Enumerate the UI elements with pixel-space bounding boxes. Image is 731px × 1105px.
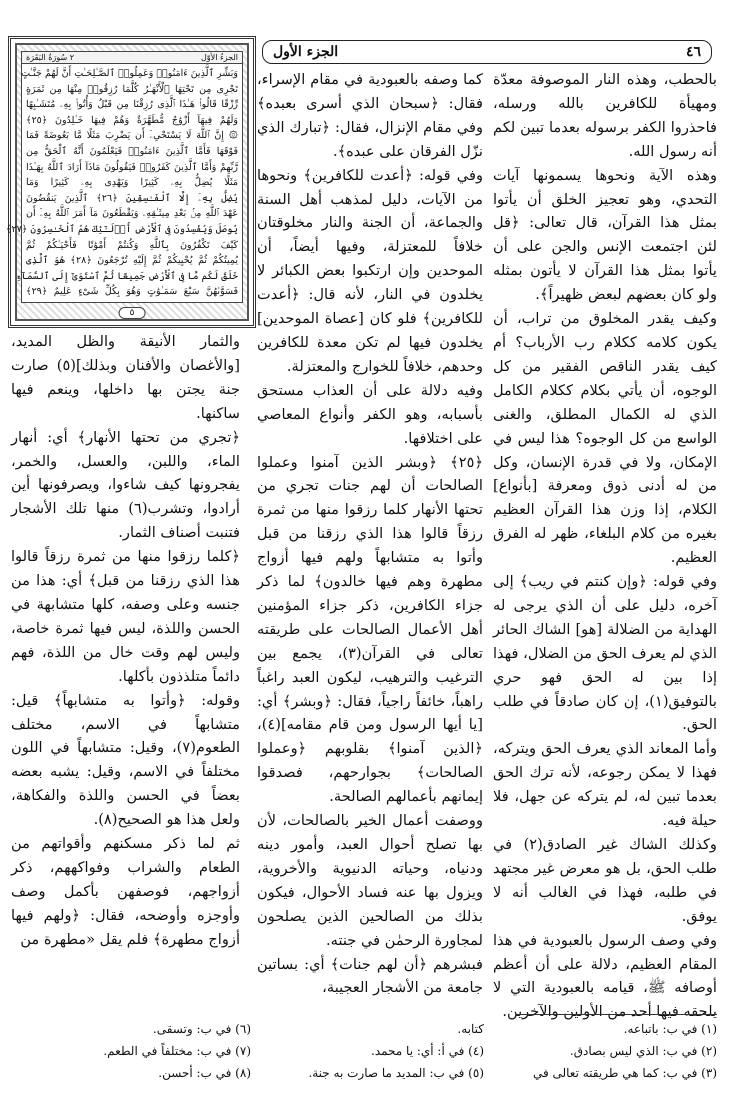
paragraph: والثمار الأنيقة والظل المديد، [والأغصان والأفنان وبذلك](٥) صارت جنة يجتن بها داخلها، وينعم فيها ساكنها. xyxy=(11,333,240,422)
mushaf-line: مَثَلًا يُضِلُّ بِهِۦ كَثِيرًا وَيَهْدِى بِهِۦ كَثِيرًا وَمَا xyxy=(26,177,238,189)
mushaf-page-image xyxy=(5,36,256,328)
text-column-middle xyxy=(257,68,483,1000)
footnote: (٣) في ب: كما هي طريقته تعالى في xyxy=(532,1066,717,1080)
mushaf-verses xyxy=(5,64,242,302)
paragraph: وكذلك الشاك غير الصادق(٢) في طلب الحق، بل هو معرض غير مجتهد في طلبه، فهذا في الغالب أنه لا يوفق. xyxy=(493,836,717,925)
footnote: (٤) في أ: أي: يا محمد. xyxy=(371,1044,484,1058)
paragraph: فبشرهم ﴿أن لهم جنات﴾ أي: بساتين جامعة من الأشجار العجيبة، xyxy=(257,955,483,997)
part-title: الجزء الأول xyxy=(273,44,339,60)
mushaf-line: يُمِيتُكُمْ ثُمَّ يُحْيِيكُمْ ثُمَّ إِلَيْهِ تُرْجَعُونَ ﴿٢٨﴾ هُوَ ٱلَّذِى xyxy=(26,255,238,267)
footnote-row xyxy=(17,1062,717,1084)
mushaf-header xyxy=(22,52,242,64)
footnote: (٦) في ب: وتسقى. xyxy=(152,1022,251,1036)
mushaf-line: فَسَوَّىٰهُنَّ سَبْعَ سَمَـٰوَٰتٍ وَهُوَ بِكُلِّ شَىْءٍ عَلِيمٌ ﴿٢٩﴾ xyxy=(26,286,238,298)
footnote-row xyxy=(17,1018,717,1040)
footnote-row xyxy=(17,1040,717,1062)
text-column-right xyxy=(493,68,717,1024)
footnote-divider xyxy=(517,1014,717,1015)
mushaf-line: وَلَهُمْ فِيهَآ أَزْوَٰجٌ مُّطَهَّرَةٌ وَهُمْ فِيهَا خَـٰلِدُونَ ﴿٢٥﴾ xyxy=(26,114,238,126)
mushaf-line: عَهْدَ ٱللَّهِ مِنۢ بَعْدِ مِيثَـٰقِهِۦ وَيَقْطَعُونَ مَآ أَمَرَ ٱللَّهُ بِهِۦٓ أَن xyxy=(26,208,238,220)
paragraph: وفيه دلالة على أن العذاب مستحق بأسبابه، وهو الكفر وأنواع المعاصي على اختلافها. xyxy=(257,381,483,447)
mushaf-juz-label: الجزءُ الأوّل xyxy=(200,53,238,62)
paragraph: بالحطب، وهذه النار الموصوفة معدّة ومهيأة للكافرين بالله ورسله، فاحذروا الكفر برسوله بعدما تبين لكم أنه رسول الله. xyxy=(493,71,717,160)
paragraph: ثم لما ذكر مسكنهم وأقواتهم من الطعام والشراب وفواكههم، ذكر أزواجهم، فوصفهن بأكمل وصف وأوجزه وأوضحه، فقال: ﴿ولهم فيها أزواج مطهرة﴾ فلم يقل «مطهرة من xyxy=(11,835,240,948)
paragraph: ﴿تجري من تحتها الأنهار﴾ أي: أنهار الماء، واللبن، والعسل، والخمر، يفجرونها كيف شاءوا، ويصرفونها أين أرادوا، وتشرب(٦) منها تلك الأشجار فتنبت أصناف الثمار. xyxy=(11,428,240,542)
footnote: (٧) في ب: مختلفاً في الطعم. xyxy=(103,1044,251,1058)
paragraph: وفي قوله: ﴿وإن كنتم في ريب﴾ إلى آخره، دليل على أن الذي يرجى له الهداية من الضلالة [هو] الشاك الحائر الذي لم يعرف الحق من الضلال، فهذا إذا بين له الحق فهو حري بالتوفيق(١)، إن كان صادقاً في طلب الحق. xyxy=(493,573,717,734)
mushaf-line: وَبَشِّرِ ٱلَّذِينَ ءَامَنُوا۟ وَعَمِلُوا۟ ٱلصَّـٰلِحَـٰتِ أَنَّ لَهُمْ جَنَّـٰتٍ xyxy=(21,68,238,79)
mushaf-line: كَيْفَ تَكْفُرُونَ بِٱللَّهِ وَكُنتُمْ أَمْوَٰتًا فَأَحْيَـٰكُمْ ثُمَّ xyxy=(26,239,238,251)
footnote: (٢) في ب: الذي ليس بصادق. xyxy=(569,1044,717,1058)
paragraph: ﴿٢٥﴾ ﴿وبشر الذين آمنوا وعملوا الصالحات أن لهم جنات تجري من تحتها الأنهار كلما رزقوا منها من ثمرة رزقاً قالوا هذا الذي رزقنا من قبل وأتوا به متشابهاً ولهم فيها أزواج مطهرة وهم فيها خالدون﴾ لما ذكر جزاء الكافرين، ذكر جزاء المؤمنين أهل الأعمال الصالحات على طريقته تعالى في القرآن(٣)، يجمع بين الترغيب والترهيب، ليكون العبد راغباً راهباً، خائفاً راجياً، فقال: ﴿وبشر﴾ أي: [يا أيها الرسول ومن قام مقامه](٤)، ﴿الذين آمنوا﴾ بقلوبهم ﴿وعملوا الصالحات﴾ بجوارحهم، فصدقوا إيمانهم بأعمالهم الصالحة. xyxy=(257,453,483,806)
mushaf-line: فَوْقَهَا فَأَمَّا ٱلَّذِينَ ءَامَنُوا۟ فَيَعْلَمُونَ أَنَّهُ ٱلْحَقُّ مِن xyxy=(26,145,238,157)
mushaf-line: خَلَقَ لَكُم مَّا فِى ٱلْأَرْضِ جَمِيعًا ثُمَّ ٱسْتَوَىٰٓ إِلَى ٱلسَّمَآءِ xyxy=(15,270,238,282)
mushaf-line: رَّبِّهِمْ وَأَمَّا ٱلَّذِينَ كَفَرُوا۟ فَيَقُولُونَ مَاذَآ أَرَادَ ٱللَّهُ بِهَـٰذَا xyxy=(26,161,238,173)
paragraph: وقوله: ﴿وأتوا به متشابهاً﴾ قيل: متشابهاً في الاسم، مختلف الطعوم(٧)، وقيل: متشابهاً في اللون مختلفاً في الاسم، وقيل: يشبه بعضه بعضاً في الحسن واللذة والفكاهة، ولعل هذا هو الصحيح(٨). xyxy=(11,691,240,829)
paragraph: وكيف يقدر المخلوق من تراب، أن يكون كلامه ككلام رب الأرباب؟ أم كيف يقدر الناقص الفقير من كل الوجوه، أن يأتي بكلام ككلام الكامل الذي له الكمال المطلق، والغنى الواسع من كل الوجوه؟ هذا ليس في الإمكان، ولا في قدرة الإنسان، وكل من له أدنى ذوق ومعرفة [بأنواع] الكلام، إذا وزن هذا القرآن العظيم بغيره من كلام البلغاء، ظهر له الفرق العظيم. xyxy=(493,310,717,567)
mushaf-line: يُضِلُّ بِهِۦٓ إِلَّا ٱلْفَـٰسِقِينَ ﴿٢٦﴾ ٱلَّذِينَ يَنقُضُونَ xyxy=(26,192,238,204)
mushaf-line: يُوصَلَ وَيُفْسِدُونَ فِى ٱلْأَرْضِ أُو۟لَـٰٓئِكَ هُمُ ٱلْخَـٰسِرُونَ ﴿٢٧﴾ xyxy=(5,223,238,235)
page-header xyxy=(262,40,712,64)
mushaf-line: ۞ إِنَّ ٱللَّهَ لَا يَسْتَحْىِۦٓ أَن يَضْرِبَ مَثَلًا مَّا بَعُوضَةً فَمَا xyxy=(26,130,238,142)
footnote: (٥) في ب: المديد ما صارت به جنة. xyxy=(308,1066,484,1080)
paragraph: وهذه الآية ونحوها يسمونها آيات التحدي، وهو تعجيز الخلق أن يأتوا بمثل هذا القرآن، قال تعالى: ﴿قل لئن اجتمعت الإنس والجن على أن يأتوا بمثل هذا القرآن لا يأتون بمثله ولو كان بعضهم لبعض ظهيراً﴾. xyxy=(493,166,717,304)
paragraph: ﴿كلما رزقوا منها من ثمرة رزقاً قالوا هذا الذي رزقنا من قبل﴾ أي: هذا من جنسه وعلى وصفه، كلها متشابهة في الحسن واللذة، ليس فيها ثمرة خاصة، وليس لهم وقت خال من اللذة، فهم دائماً متلذذون بأكلها. xyxy=(11,548,240,685)
page-number: ٤٦ xyxy=(685,44,701,60)
footnote: (٨) في ب: أحسن. xyxy=(158,1066,251,1080)
paragraph: ووصفت أعمال الخير بالصالحات، لأن بها تصلح أحوال العبد، وأمور دينه ودنياه، وحياته الدنيوية والأخروية، ويزول بها عنه فساد الأحوال، فيكون بذلك من الصالحين الذين يصلحون لمجاورة الرحمٰن في جنته. xyxy=(257,812,483,949)
mushaf-page-number: ٥ xyxy=(119,307,146,319)
footnote: كتابه. xyxy=(457,1022,484,1036)
mushaf-surah-label: ٢ سُورَةُ البَقَرَة xyxy=(26,53,74,62)
paragraph: وفي قوله: ﴿أعدت للكافرين﴾ ونحوها من الآيات، دليل لمذهب أهل السنة والجماعة، أن الجنة والنار مخلوقتان خلافاً للمعتزلة، وفيها أيضاً، أن الموحدين وإن ارتكبوا بعض الكبائر لا يخلدون في النار، لأنه قال: ﴿أعدت للكافرين﴾ فلو كان [عصاة الموحدين] يخلدون فيها لم تكن معدة للكافرين وحدهم، خلافاً للخوارج والمعتزلة. xyxy=(257,166,483,375)
paragraph: كما وصفه بالعبودية في مقام الإسراء، فقال: ﴿سبحان الذي أسرى بعبده﴾ وفي مقام الإنزال، فقال: ﴿تبارك الذي نزّل الفرقان على عبده﴾. xyxy=(257,71,483,160)
text-column-left xyxy=(11,330,240,952)
footnotes xyxy=(17,1018,717,1084)
paragraph: وفي وصف الرسول بالعبودية في هذا المقام العظيم، دلالة على أن أعظم أوصافه ﷺ، قيامه بالعبودية التي لا يلحقه فيها أحد من الأولين والآخرين. xyxy=(493,931,717,1021)
paragraph: وأما المعاند الذي يعرف الحق ويتركه، فهذا لا يمكن رجوعه، لأنه ترك الحق بعدما تبين له، لم يتركه عن جهل، فلا حيلة فيه. xyxy=(493,740,717,830)
mushaf-line: تَجْرِى مِن تَحْتِهَا ٱلْأَنْهَـٰرُ كُلَّمَا رُزِقُوا۟ مِنْهَا مِن ثَمَرَةٍ xyxy=(26,83,238,95)
mushaf-text-area xyxy=(5,51,243,303)
footnote: (١) في ب: باتباعه. xyxy=(623,1022,717,1036)
mushaf-line: رِّزْقًا قَالُوا۟ هَـٰذَا ٱلَّذِى رُزِقْنَا مِن قَبْلُ وَأُتُوا۟ بِهِۦ مُتَشَـٰبِهًا xyxy=(26,99,238,111)
